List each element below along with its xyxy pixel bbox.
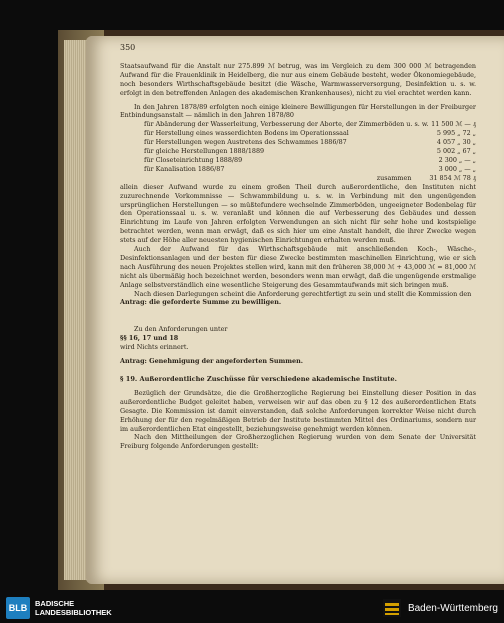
paragraph-5: Nach diesen Darlegungen scheint die Anforderung gerechtfertigt zu sein und stellt die Kommission den: [134, 289, 472, 298]
expense-text: für gleiche Herstellungen 1888/1889: [144, 147, 265, 156]
expense-amount: 11 500 ℳ — ₰: [431, 120, 476, 129]
expense-text: für Kanalisation 1886/87: [144, 164, 225, 173]
section-19-heading: § 19. Außerordentliche Zuschüsse für verschiedene akademische Institute.: [120, 375, 397, 383]
paragraph-2: In den Jahren 1878/89 erfolgten noch einige kleinere Bewilligungen für Herstellungen in der Freiburger Entbindungsanstalt — nämlich in den Jahren 1878/80: [120, 102, 476, 120]
paragraph-7: Nach den Mittheilungen der Großherzoglichen Regierung wurden von dem Senate der Universität Freiburg folgende Anforderungen gestellt:: [120, 433, 476, 451]
lion-crest-icon: [381, 597, 403, 619]
expense-row: [144, 156, 476, 165]
expense-amount: 5 002 „ 67 „: [436, 147, 476, 156]
page-content: [120, 44, 476, 451]
paragraph-6: Bezüglich der Grundsätze, die die Großherzogliche Regierung bei Einstellung dieser Position in das außerordentliche Budget geleitet haben, verweisen wir auf das oben zu § 12 des außerordentlichen Etats Gesagte. Die Kommission ist damit einverstanden, daß solche Anforderungen korrekter Weise nicht durch Erhöhung der für den regelmäßigen Betrieb der Institute bestimmten Mittel des Ordinariums, sondern nur im außerordentlichen Etat eingestellt, beziehungsweise genehmigt werden können.: [120, 388, 476, 433]
page-number: 350: [120, 43, 136, 52]
expense-amount: 5 995 „ 72 „: [436, 129, 476, 138]
state-logo[interactable]: [381, 597, 498, 619]
library-name[interactable]: [35, 599, 112, 617]
expense-text: für Closeteinrichtung 1888/89: [144, 155, 243, 164]
antrag-2: Antrag: Genehmigung der angeforderten Summen.: [120, 357, 303, 366]
expense-row: [144, 165, 476, 174]
expense-list: [144, 120, 476, 182]
expense-amount: 4 057 „ 30 „: [436, 138, 476, 147]
zu-den-anforderungen: Zu den Anforderungen unter: [134, 325, 228, 334]
expense-text: für Herstellung eines wasserdichten Bodens im Operationssaal: [144, 129, 349, 138]
page-edges: [64, 40, 88, 580]
paragraph-4: Auch der Aufwand für das Wirthschaftsgebäude mit anschließenden Koch-, Wäsche-, Desinfektionsanlagen und der besten für diese Zwecke bestimmten maschinellen Einrichtung, wie er sich nach Ausführung des neuen Projektes stellen wird, kann mit den früheren 38,000 ℳ + 43,000 ℳ = 81,000 ℳ nicht als übermäßig hoch bezeichnet werden, besonders wenn man erwägt, daß die ungenügende erstmalige Anlage selbstverständlich eine wesentliche Steigerung des Gesammtaufwands mit sich bringen muß.: [120, 245, 476, 289]
library-name-line2: LANDESBIBLIOTHEK: [35, 608, 112, 617]
blb-logo-icon[interactable]: BLB: [6, 597, 30, 619]
expense-sum: [144, 174, 476, 183]
paragraph-1: Staatsaufwand für die Anstalt nur 275.899 ℳ betrug, was im Vergleich zu dem 300 000 ℳ betragenden Aufwand für die Frauenklinik in Heidelberg, die nur aus einem Gebäude besteht, weder Ökonomiegebäude, noch besonders Wirthschaftsgebäude besitzt (die Wäsche, Warmwasserversorgung, Desinfektion u. s. w. erfolgt in den betreffenden Anlagen des akademischen Krankenhauses), nicht zu viel erachtet werden kann.: [120, 61, 476, 97]
sum-amount: 31 854 ℳ 78 ₰: [429, 173, 476, 182]
expense-row: [144, 129, 476, 138]
expense-amount: 3 000 „ — „: [438, 164, 476, 173]
nichts-erinnert: wird Nichts erinnert.: [120, 343, 189, 352]
antrag-1: Antrag: die geforderte Summe zu bewilligen.: [120, 298, 282, 307]
paragraph-3: allein dieser Aufwand wurde zu einem großen Theil durch außerordentliche, den Instituten nicht zuzurechnende Vorkommnisse — Schwammbildung u. s. w. in Verbindung mit den ungenügenden ursprünglichen Herstellungen — so müßtefundere wechselnde Zimmerböden, ungeeigneter Bodenbelag für den Operationssaal u. s. w. veranlaßt und können die auf Verbesserung des Gebäudes und dessen Einrichtung im Laufe von Jahren erfolgten Verwendungen an sich nicht für sehr hohe und kostspielige betrachtet werden, wenn man erwägt, daß es sich hier um eine Anstalt handelt, die ihrer Zwecke wegen stets auf der Höhe aller neuesten hygienischen Einrichtungen erhalten werden muß.: [120, 182, 476, 245]
expense-amount: 2 300 „ — „: [438, 155, 476, 164]
sections-reference: §§ 16, 17 und 18: [120, 334, 179, 343]
footer-bar: [0, 593, 504, 623]
library-name-line1: BADISCHE: [35, 599, 75, 608]
expense-row: [144, 147, 476, 156]
expense-row: [144, 120, 476, 129]
expense-text: für Abänderung der Wasserleitung, Verbesserung der Aborte, der Zimmerböden u. s. w.: [144, 120, 429, 129]
expense-row: [144, 138, 476, 147]
expense-text: für Herstellungen wegen Austretens des Schwammes 1886/87: [144, 138, 347, 147]
sum-label: zusammen: [376, 173, 412, 182]
state-name: Baden-Württemberg: [407, 602, 498, 614]
